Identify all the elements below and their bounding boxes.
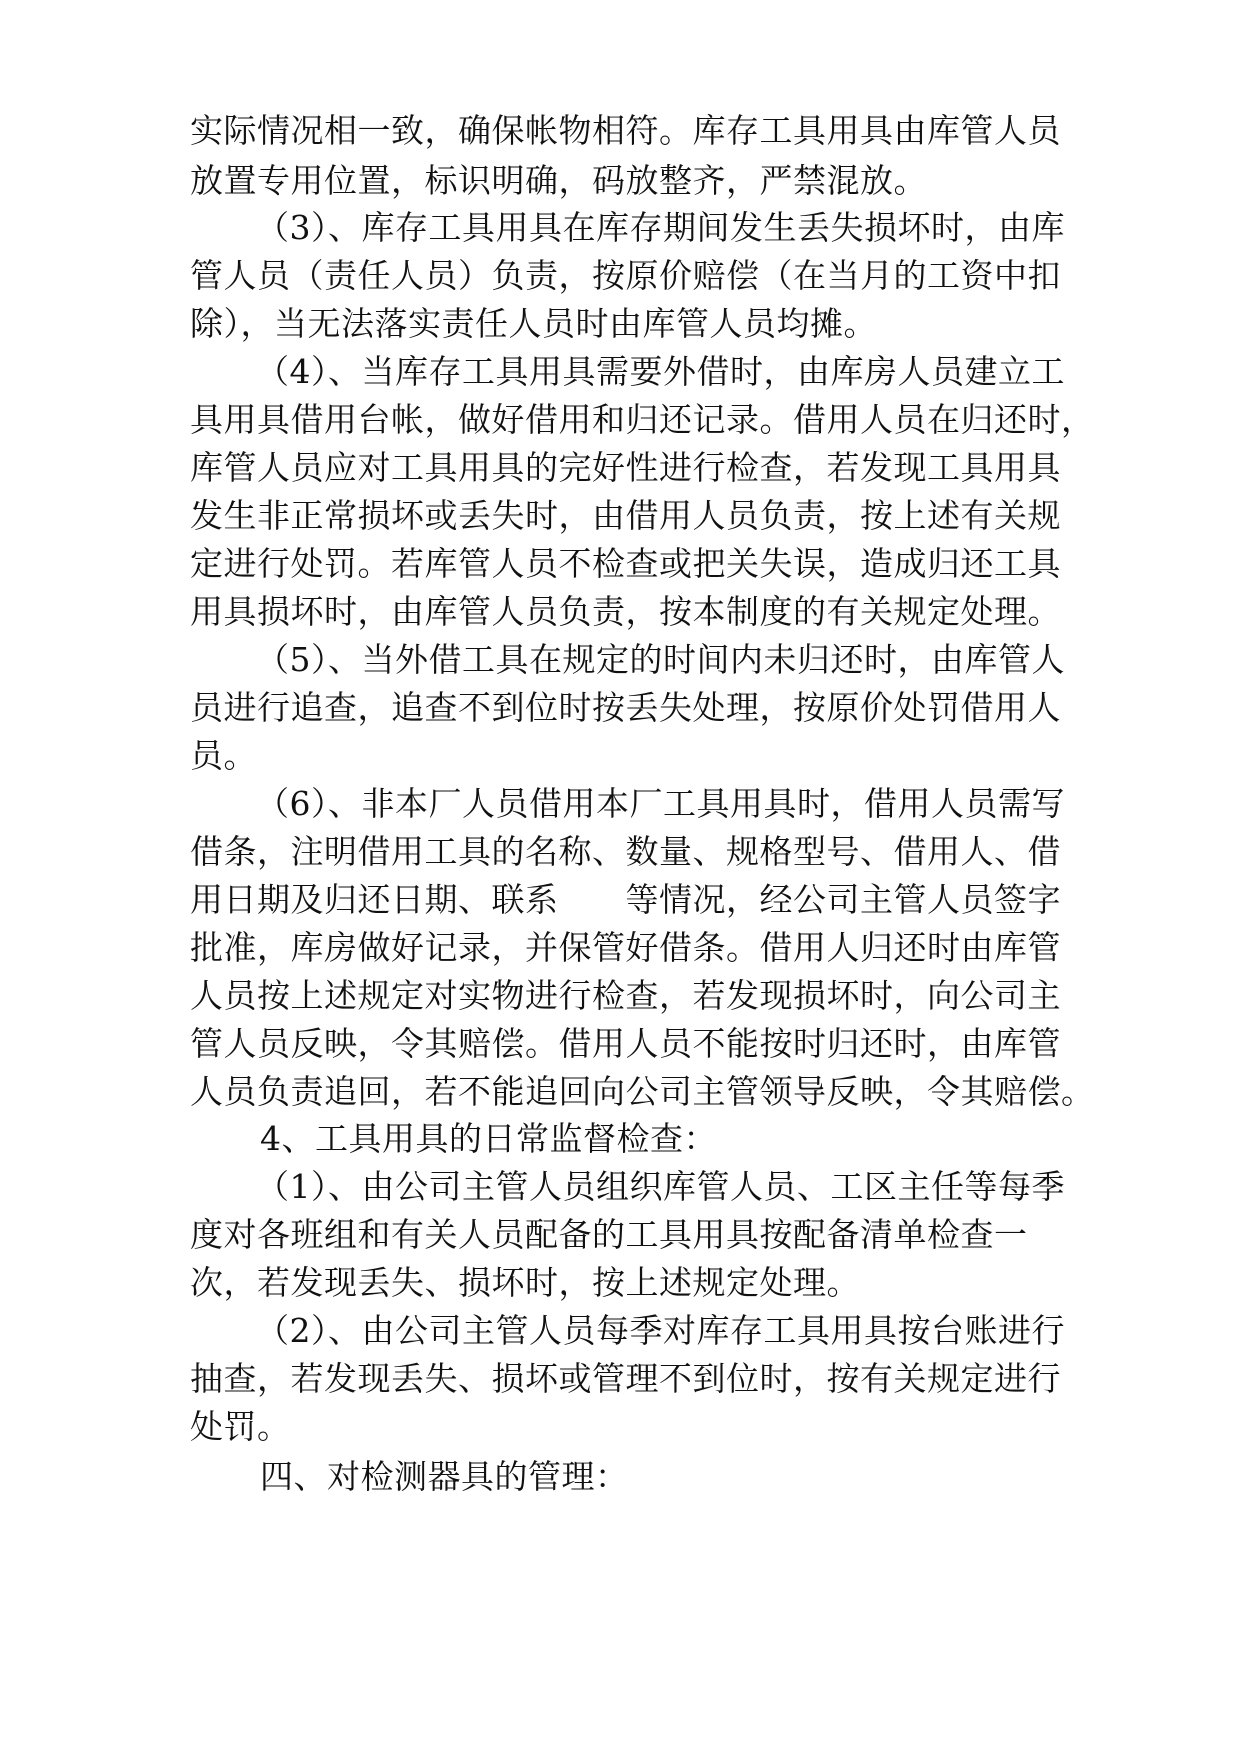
section-heading-4: 4、工具用具的日常监督检查： [260,1119,717,1158]
paragraph-2-start: （2）、由公司主管人员每季对库存工具用具按台账进行 [256,1311,1065,1350]
text-line: 实际情况相一致，确保帐物相符。库存工具用具由库管人员 [190,111,1061,150]
text-line: 发生非正常损坏或丢失时，由借用人员负责，按上述有关规 [190,496,1061,535]
paragraph-5-start: （5）、当外借工具在规定的时间内未归还时，由库管人 [256,640,1065,679]
text-line: 管人员（责任人员）负责，按原价赔偿（在当月的工资中扣 [190,256,1061,295]
text-line: 处罚。 [190,1407,291,1446]
text-line: 批准，库房做好记录，并保管好借条。借用人归还时由库管 [190,928,1061,967]
text-line: 管人员反映，令其赔偿。借用人员不能按时归还时，由库管 [190,1024,1061,1063]
text-line: 借条，注明借用工具的名称、数量、规格型号、借用人、借 [190,832,1061,871]
paragraph-4-start: （4）、当库存工具用具需要外借时，由库房人员建立工 [256,352,1065,391]
text-line: 用具损坏时，由库管人员负责，按本制度的有关规定处理。 [190,592,1061,631]
text-line: 放置专用位置，标识明确，码放整齐，严禁混放。 [190,161,927,200]
text-line: 人员负责追回，若不能追回向公司主管领导反映，令其赔偿。 [190,1072,1095,1111]
paragraph-3-start: （3）、库存工具用具在库存期间发生丢失损坏时，由库 [256,208,1065,247]
text-line: 次，若发现丢失、损坏时，按上述规定处理。 [190,1263,860,1302]
text-line: 具用具借用台帐，做好借用和归还记录。借用人员在归还时， [190,400,1095,439]
text-line: 除），当无法落实责任人员时由库管人员均摊。 [190,304,877,343]
paragraph-6-start: （6）、非本厂人员借用本厂工具用具时，借用人员需写 [256,784,1065,823]
text-line: 员进行追查，追查不到位时按丢失处理，按原价处罚借用人 [190,688,1061,727]
text-line: 定进行处罚。若库管人员不检查或把关失误，造成归还工具 [190,544,1061,583]
text-line: 度对各班组和有关人员配备的工具用具按配备清单检查一 [190,1215,1028,1254]
paragraph-1-start: （1）、由公司主管人员组织库管人员、工区主任等每季 [256,1167,1065,1206]
text-line: 员。 [190,736,257,775]
text-line: 抽查，若发现丢失、损坏或管理不到位时，按有关规定进行 [190,1359,1061,1398]
text-line: 人员按上述规定对实物进行检查，若发现损坏时，向公司主 [190,976,1061,1015]
section-heading-four: 四、对检测器具的管理： [260,1457,629,1496]
text-line: 用日期及归还日期、联系 等情况，经公司主管人员签字 [190,880,1061,919]
text-line: 库管人员应对工具用具的完好性进行检查，若发现工具用具 [190,448,1061,487]
